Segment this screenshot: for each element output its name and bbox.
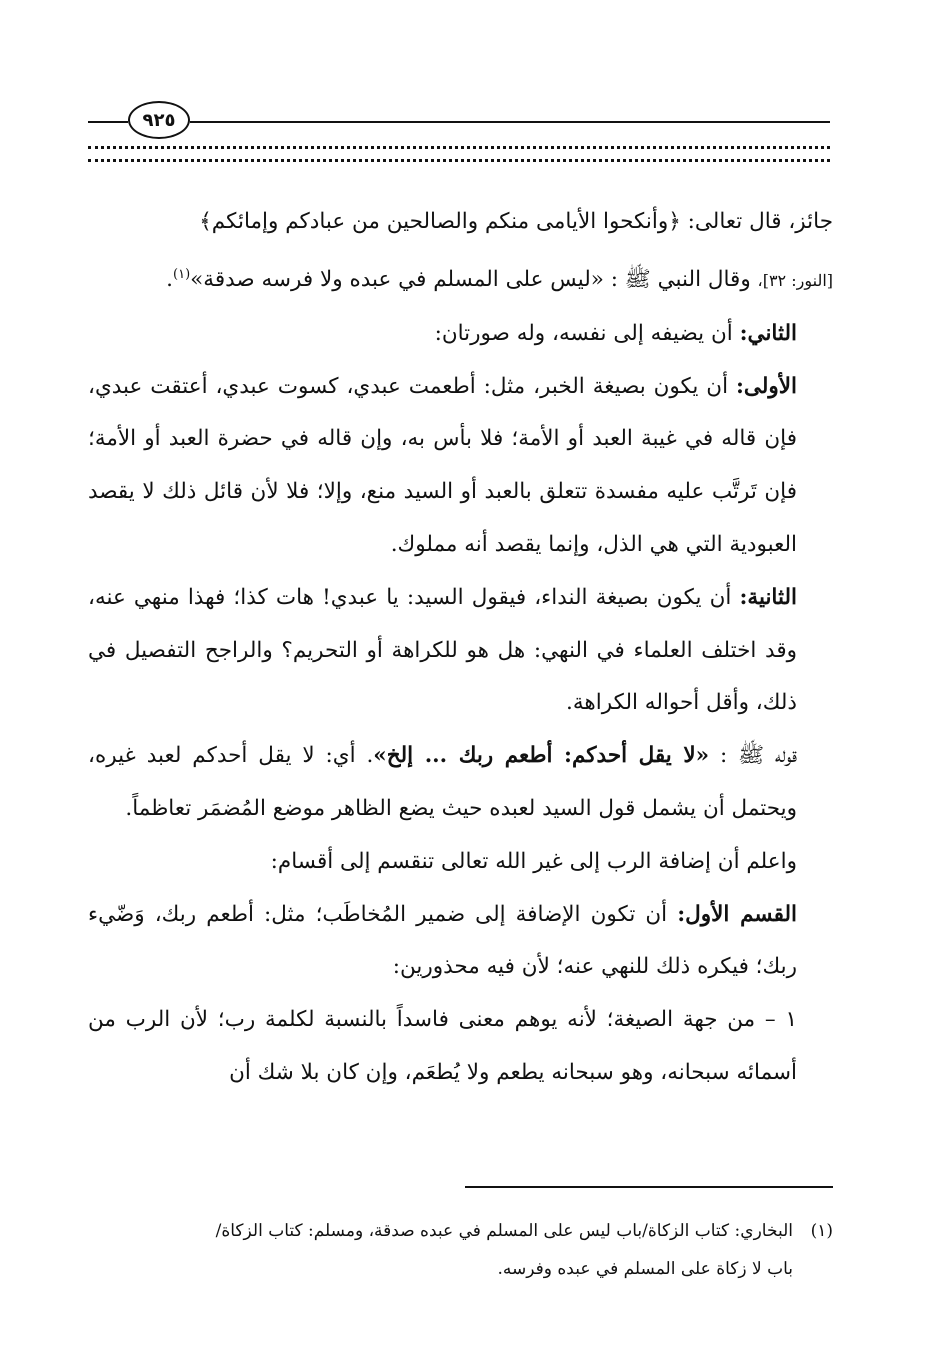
paragraph-text: ١ – من جهة الصيغة؛ لأنه يوهم معنى فاسداً بالنسبة لكلمة رب؛ لأن الرب من أسمائه سبحانه، وهو سبحانه يطعم ولا يُطعَم، وإن كان بلا شك أن	[88, 1007, 797, 1085]
paragraph-text: أن يضيفه إلى نفسه، وله صورتان:	[434, 320, 740, 346]
surah-reference: [النور: ٣٢]،	[757, 270, 833, 290]
dotted-divider-1	[88, 146, 830, 149]
paragraph-intro: قوله ﷺ :	[709, 743, 797, 769]
paragraph-6	[88, 836, 833, 889]
paragraph-text: أن يكون بصيغة الخبر، مثل: أطعمت عبدي، كسوت عبدي، أعتقت عبدي، فإن قاله في غيبة العبد أو الأمة؛ فلا بأس به، وإن قاله في حضرة العبد أو الأمة؛ فإن تَرتَّب عليه مفسدة تتعلق بالعبد أو السيد منع، وإلا؛ فلا لأن قائل ذلك لا يقصد العبودية التي هي الذل، وإنما يقصد أنه مملوك.	[88, 373, 797, 557]
quran-quote-line: جائز، قال تعالى: ﴿وأنكحوا الأيامى منكم والصالحين من عبادكم وإمائكم﴾	[199, 209, 833, 234]
hadith-quote: «لا يقل أحدكم: أطعم ربك ... إلخ»	[373, 743, 710, 769]
paragraph-4	[88, 572, 833, 730]
section-lead: الثانية:	[739, 584, 797, 610]
footnote-separator	[465, 1186, 833, 1188]
paragraph-text: . أي: لا يقل أحدكم لعبد غيره، ويحتمل أن يشمل قول السيد لعبده حيث يضع الظاهر موضع المُضمَر تعاظماً.	[88, 743, 797, 821]
footnote-marker: (١)	[173, 266, 191, 282]
sentence-end: .	[166, 266, 173, 292]
paragraph-8	[88, 994, 833, 1100]
footnote-text: البخاري: كتاب الزكاة/باب ليس على المسلم في عبده صدقة، ومسلم: كتاب الزكاة/	[215, 1221, 793, 1241]
paragraph-7	[88, 889, 833, 995]
footnote-line-2	[88, 1250, 833, 1288]
header-rule-right	[190, 121, 830, 123]
paragraph-3	[88, 361, 833, 572]
footnote	[88, 1212, 833, 1288]
footnote-number: (١)	[810, 1221, 833, 1241]
page-number: ٩٢٥	[142, 109, 176, 131]
paragraph-1	[88, 196, 833, 308]
paragraph-2	[88, 308, 833, 361]
paragraph-text: واعلم أن إضافة الرب إلى غير الله تعالى تنقسم إلى أقسام:	[270, 848, 797, 874]
section-lead: الأولى:	[735, 373, 797, 399]
main-text	[88, 196, 833, 1100]
page-header	[0, 0, 927, 170]
section-lead: الثاني:	[739, 320, 797, 346]
dotted-divider-2	[88, 159, 830, 162]
section-lead: القسم الأول:	[677, 901, 797, 927]
paragraph-5	[88, 730, 833, 836]
paragraph-text: أن يكون بصيغة النداء، فيقول السيد: يا عبدي! هات كذا؛ فهذا منهي عنه، وقد اختلف العلماء في النهي: هل هو للكراهة أو التحريم؟ والراجح التفصيل في ذلك، وأقل أحواله الكراهة.	[88, 584, 797, 716]
footnote-text-continued: باب لا زكاة على المسلم في عبده وفرسه.	[497, 1259, 793, 1279]
paragraph-text: أن تكون الإضافة إلى ضمير المُخاطَب؛ مثل: أطعم ربك، وَضّيء ربك؛ فيكره ذلك للنهي عنه؛ لأن فيه محذورين:	[88, 901, 797, 980]
footnote-line-1	[88, 1212, 833, 1250]
hadith-quote: وقال النبي ﷺ : «ليس على المسلم في عبده ولا فرسه صدقة»	[190, 266, 758, 292]
header-rule-left	[88, 121, 128, 123]
page-number-badge	[128, 101, 190, 139]
